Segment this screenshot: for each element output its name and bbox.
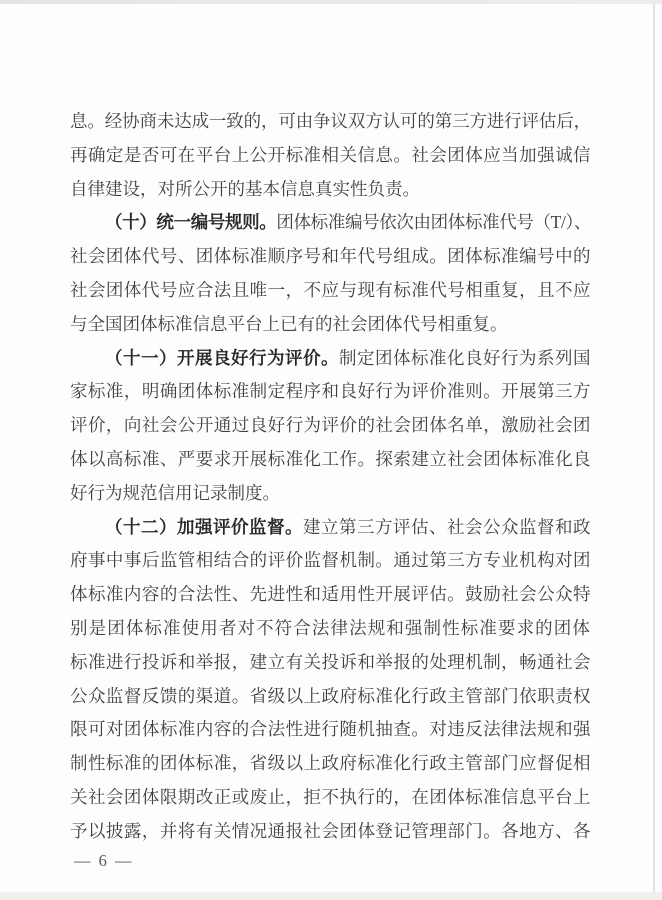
text-segment: 评价，向社会公开通过良好行为评价的社会团体名单，激励社会团 [70,415,592,436]
text-line [70,680,591,714]
section-heading: （十一）开展良好行为评价。 [105,347,339,368]
text-line [70,443,591,477]
paragraph [70,105,591,206]
page-number: — 6 — [74,851,134,870]
text-line [70,544,591,578]
text-line [70,139,591,173]
text-line [70,612,591,646]
text-line [70,713,591,747]
text-line [70,747,591,781]
text-segment: 标准进行投诉和举报，建立有关投诉和举报的处理机制，畅通社会 [70,651,592,672]
text-line [70,646,591,680]
text-segment: 限可对团体标准内容的合法性进行随机抽查。对违反法律法规和强 [70,719,592,740]
text-segment: 社会团体代号应合法且唯一，不应与现有标准代号相重复，且不应 [70,279,592,300]
text-line [70,240,591,274]
text-line [70,578,591,612]
text-segment: 关社会团体限期改正或废止，拒不执行的，在团体标准信息平台上 [70,786,592,807]
text-line [70,375,591,409]
paragraph [70,342,591,511]
scan-edge-bottom [0,892,662,900]
text-line [70,409,591,443]
text-segment: 好行为规范信用记录制度。 [70,482,280,503]
text-segment: 自律建设，对所公开的基本信息真实性负责。 [70,178,420,199]
text-segment: 制定团体标准化良好行为系列国 [339,347,591,368]
paragraph [70,206,591,341]
text-segment: 建立第三方评估、社会公众监督和政 [303,516,591,537]
text-block [70,105,591,849]
section-heading: （十二）加强评价监督。 [105,516,303,537]
text-segment: 社会团体代号、团体标准顺序号和年代号组成。团体标准编号中的 [70,246,592,267]
text-line [70,308,591,342]
text-segment: 再确定是否可在平台上公开标准相关信息。社会团体应当加强诚信 [70,144,592,165]
text-segment: 制性标准的团体标准，省级以上政府标准化行政主管部门应督促相 [70,753,592,774]
scan-edge-top [0,0,662,4]
text-segment: 别是团体标准使用者对不符合法律法规和强制性标准要求的团体 [70,617,591,638]
text-segment: 予以披露，并将有关情况通报社会团体登记管理部门。各地方、各 [70,820,592,841]
text-line [70,173,591,207]
section-heading: （十）统一编号规则。 [105,212,277,233]
text-line [70,105,591,139]
paragraph [70,511,591,849]
text-line [70,206,591,240]
text-line [70,511,591,545]
text-segment: 团体标准编号依次由团体标准代号（T/）、 [276,212,592,233]
text-line [70,781,591,815]
text-segment: 体以高标准、严要求开展标准化工作。探索建立社会团体标准化良 [70,448,592,469]
text-line [70,342,591,376]
text-segment: 体标准内容的合法性、先进性和适用性开展评估。鼓励社会公众特 [70,584,592,605]
text-segment: 息。经协商未达成一致的，可由争议双方认可的第三方进行评估后， [70,111,592,131]
scan-edge-right [653,4,655,892]
text-segment: 与全国团体标准信息平台上已有的社会团体代号相重复。 [70,313,508,334]
text-segment: 家标准，明确团体标准制定程序和良好行为评价准则。开展第三方 [70,381,592,402]
text-line [70,815,591,849]
text-line [70,274,591,308]
text-line [70,477,591,511]
text-segment: 公众监督反馈的渠道。省级以上政府标准化行政主管部门依职责权 [70,685,592,706]
text-segment: 府事中事后监管相结合的评价监督机制。通过第三方专业机构对团 [70,550,592,571]
